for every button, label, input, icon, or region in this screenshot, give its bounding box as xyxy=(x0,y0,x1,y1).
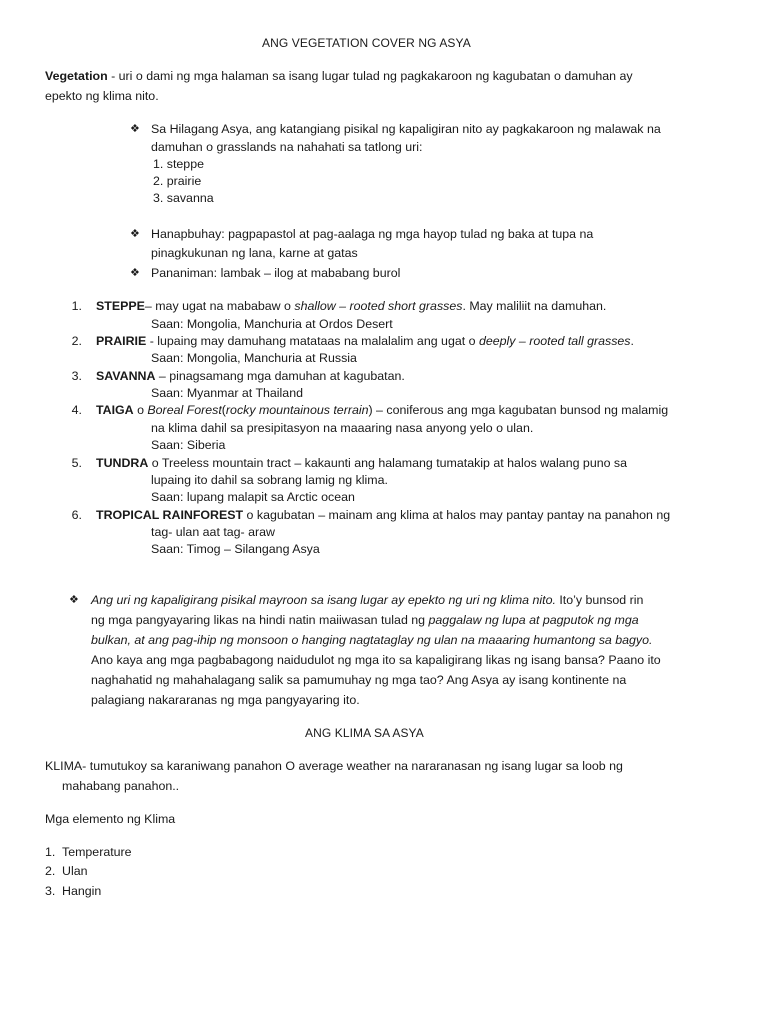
list-item-hangin: Hangin xyxy=(62,884,102,898)
list-item-continuation: na klima dahil sa presipitasyon na maaaring nasa anyong yelo o ulan. xyxy=(151,421,534,435)
bullet-2-line2: pinagkukunan ng lana, karne at gatas xyxy=(151,246,358,260)
list-number: 5. xyxy=(71,456,82,470)
bullet-1-line1: Sa Hilagang Asya, ang katangiang pisikal ng kapaligiran nito ay pagkakaroon ng malawak na xyxy=(151,122,661,136)
list-item-temperature: Temperature xyxy=(62,845,132,859)
list-item-ulan: Ulan xyxy=(62,864,88,878)
list-item-steppe: STEPPE– may ugat na mababaw o shallow – rooted short grasses. May maliliit na damuhan. xyxy=(96,299,607,313)
list-number: 4. xyxy=(71,403,82,417)
sub-item-steppe: 1. steppe xyxy=(153,157,204,171)
list-number: 2. xyxy=(45,864,56,878)
list-number: 1. xyxy=(71,299,82,313)
climate-section-title: ANG KLIMA SA ASYA xyxy=(305,726,424,740)
list-item-location: Saan: Mongolia, Manchuria at Ordos Desert xyxy=(151,317,393,331)
list-item-continuation: lupaing ito dahil sa sobrang lamig ng klima. xyxy=(151,473,388,487)
list-item-location: Saan: Timog – Silangang Asya xyxy=(151,542,320,556)
list-item-tropical-rainforest: TROPICAL RAINFOREST o kagubatan – mainam ang klima at halos may pantay pantay na panahon ng xyxy=(96,508,671,522)
list-item-tundra: TUNDRA o Treeless mountain tract – kakaunti ang halamang tumatakip at halos walang puno sa xyxy=(96,456,628,470)
page-title: ANG VEGETATION COVER NG ASYA xyxy=(262,36,471,50)
list-item-location: Saan: Siberia xyxy=(151,438,226,452)
list-item-location: Saan: lupang malapit sa Arctic ocean xyxy=(151,490,355,504)
paragraph-line3: bulkan, at ang pag-ihip ng monsoon o hanging nagtataglay ng ulan na maaaring humantong sa bagyo. xyxy=(91,633,653,647)
list-item-taiga: TAIGA o Boreal Forest(rocky mountainous terrain) – coniferous ang mga kagubatan bunsod ng malamig xyxy=(96,403,669,417)
list-item-location: Saan: Mongolia, Manchuria at Russia xyxy=(151,351,357,365)
klima-definition-line2: mahabang panahon.. xyxy=(62,779,180,793)
list-item-prairie: PRAIRIE - lupaing may damuhang matataas na malalalim ang ugat o deeply – rooted tall grasses. xyxy=(96,334,634,348)
sub-item-savanna: 3. savanna xyxy=(153,191,214,205)
list-item-savanna: SAVANNA – pinagsamang mga damuhan at kagubatan. xyxy=(96,369,405,383)
bullet-2-line1: Hanapbuhay: pagpapastol at pag-aalaga ng mga hayop tulad ng baka at tupa na xyxy=(151,227,594,241)
paragraph-line1: Ang uri ng kapaligirang pisikal mayroon sa isang lugar ay epekto ng uri ng klima nito. Ito’y bunsod rin xyxy=(91,593,644,607)
klima-definition-line1: KLIMA- tumutukoy sa karaniwang panahon O average weather na nararanasan ng isang lugar sa loob ng xyxy=(45,759,623,773)
list-item-continuation: tag- ulan aat tag- araw xyxy=(151,525,275,539)
list-number: 1. xyxy=(45,845,56,859)
list-number: 2. xyxy=(71,334,82,348)
elements-heading: Mga elemento ng Klima xyxy=(45,812,176,826)
paragraph-line4: Ano kaya ang mga pagbabagong naidudulot ng mga ito sa kapaligirang likas ng isang bansa? Paano ito xyxy=(91,653,661,667)
vegetation-definition-line1: Vegetation - uri o dami ng mga halaman sa isang lugar tulad ng pagkakaroon ng kagubatan o damuhan ay xyxy=(45,69,633,83)
paragraph-line2: ng mga pangyayaring likas na hindi natin maiiwasan tulad ng paggalaw ng lupa at pagputok ng mga xyxy=(91,613,639,627)
paragraph-line5: naghahatid ng mahahalagang salik sa pamumuhay ng mga tao? Ang Asya ay isang kontinente na xyxy=(91,673,627,687)
paragraph-line6: palagiang nakararanas ng mga pangyayaring ito. xyxy=(91,693,360,707)
vegetation-term: Vegetation xyxy=(45,69,108,83)
list-number: 3. xyxy=(45,884,56,898)
bullet-3: Pananiman: lambak – ilog at mababang burol xyxy=(151,266,401,280)
diamond-bullet-icon: ❖ xyxy=(130,123,140,135)
diamond-bullet-icon: ❖ xyxy=(130,267,140,279)
diamond-bullet-icon: ❖ xyxy=(130,228,140,240)
diamond-bullet-icon: ❖ xyxy=(69,594,79,606)
list-number: 3. xyxy=(71,369,82,383)
bullet-1-line2: damuhan o grasslands na nahahati sa tatlong uri: xyxy=(151,140,423,154)
vegetation-definition-line2: epekto ng klima nito. xyxy=(45,89,159,103)
list-number: 6. xyxy=(71,508,82,522)
sub-item-prairie: 2. prairie xyxy=(153,174,202,188)
list-item-location: Saan: Myanmar at Thailand xyxy=(151,386,303,400)
